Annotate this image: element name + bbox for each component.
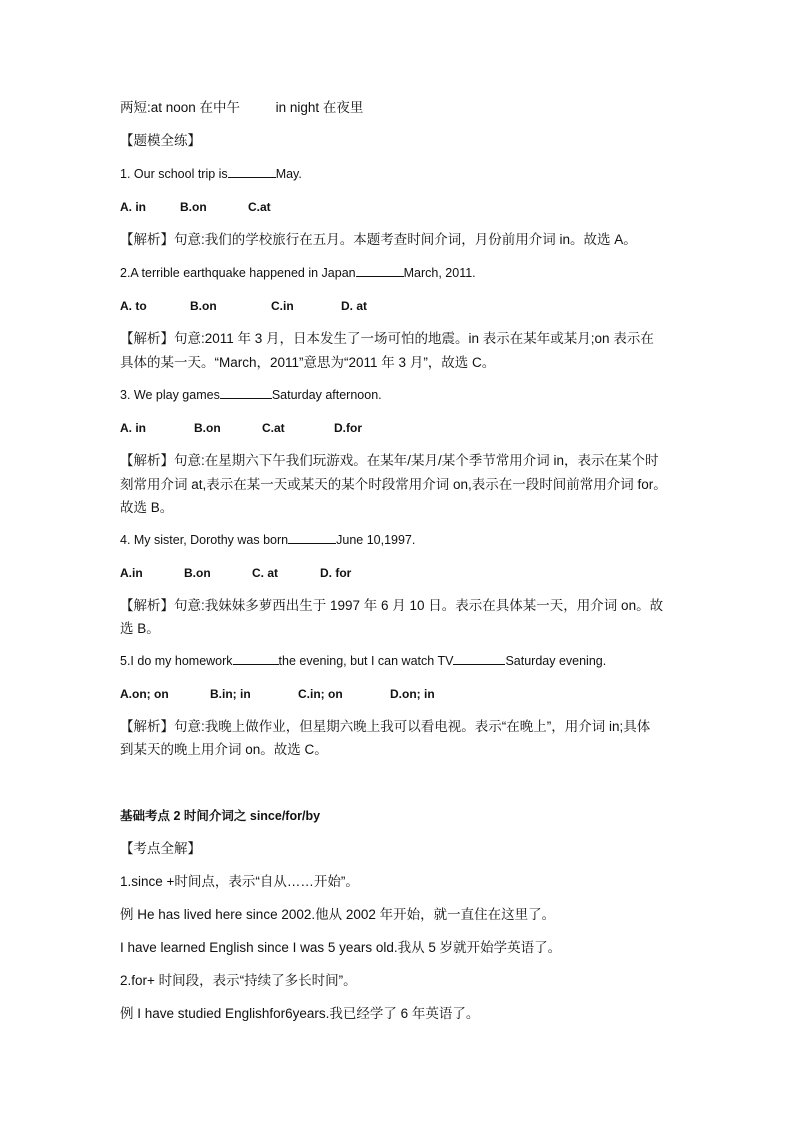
q5-stem: 5.I do my homework (120, 654, 233, 668)
q3-analysis-line-3: 故选 B。 (120, 500, 174, 515)
q4-analysis-line-2: 选 B。 (120, 621, 160, 636)
q4-option-d: D. for (320, 566, 352, 580)
q4-option-b: B.on (184, 566, 211, 580)
q5-option-c: C.in; on (298, 687, 343, 701)
q4-stem-end: June 10,1997. (336, 533, 416, 547)
q1-analysis: 【解析】句意:我们的学校旅行在五月。本题考查时间介词，月份前用介词 in。故选 A。 (120, 232, 637, 247)
q3-analysis-line-1: 【解析】句意:在星期六下午我们玩游戏。在某年/某月/某个季节常用介词 in，表示在某个时 (120, 453, 659, 468)
question-1 (120, 166, 302, 182)
question-3 (120, 387, 382, 403)
q2-analysis-line-2: 具体的某一天。“March，2011”意思为“2011 年 3 月”，故选 C。 (120, 355, 496, 370)
q2-analysis-line-1: 【解析】句意:2011 年 3 月，日本发生了一场可怕的地震。in 表示在某年或某月;on 表示在 (120, 331, 654, 346)
q1-option-a: A. in (120, 200, 146, 214)
q2-option-b: B.on (190, 299, 217, 313)
since-rule: 1.since +时间点，表示“自从……开始”。 (120, 874, 359, 889)
q5-analysis-line-2: 到某天的晚上用介词 on。故选 C。 (120, 742, 328, 757)
section-2-heading: 【考点全解】 (120, 841, 201, 856)
since-example-2: I have learned English since I was 5 years old.我从 5 岁就开始学英语了。 (120, 940, 562, 955)
q3-stem-end: Saturday afternoon. (271, 388, 382, 402)
question-4 (120, 532, 415, 548)
section-2-title: 基础考点 2 时间介词之 since/for/by (120, 809, 321, 823)
for-rule: 2.for+ 时间段，表示“持续了多长时间”。 (120, 973, 357, 988)
q5-blank-1 (233, 653, 279, 665)
question-2 (120, 265, 476, 281)
q1-stem: 1. Our school trip is (120, 167, 228, 181)
q3-option-d: D.for (334, 421, 362, 435)
q3-option-c: C.at (262, 421, 285, 435)
q1-option-b: B.on (180, 200, 207, 214)
intro-at-noon: 两短:at noon 在中午 (120, 100, 241, 115)
q3-stem: 3. We play games (120, 388, 220, 402)
q4-option-a: A.in (120, 566, 143, 580)
q5-stem-middle: the evening, but I can watch TV (278, 654, 454, 668)
q3-blank (220, 387, 272, 399)
q4-stem: 4. My sister, Dorothy was born (120, 533, 289, 547)
q5-analysis-line-1: 【解析】句意:我晚上做作业，但星期六晚上我可以看电视。表示“在晚上”，用介词 in;具体 (120, 719, 651, 734)
q4-analysis-line-1: 【解析】句意:我妹妹多萝西出生于 1997 年 6 月 10 日。表示在具体某一天，用介词 on。故 (120, 598, 664, 613)
q5-option-a: A.on; on (120, 687, 169, 701)
q3-analysis-line-2: 刻常用介词 at,表示在某一天或某天的某个时段常用介词 on,表示在一段时间前常用介词 for。 (120, 477, 667, 492)
q5-option-d: D.on; in (390, 687, 435, 701)
q3-option-b: B.on (194, 421, 221, 435)
intro-line (120, 100, 363, 116)
q4-blank (288, 532, 336, 544)
q2-stem-end: March, 2011. (403, 266, 476, 280)
intro-in-night: in night 在夜里 (275, 100, 364, 115)
q2-option-d: D. at (341, 299, 368, 313)
q1-blank (228, 166, 276, 178)
q2-option-a: A. to (120, 299, 147, 313)
q5-option-b: B.in; in (210, 687, 251, 701)
q4-option-c: C. at (252, 566, 279, 580)
q1-stem-end: May. (275, 167, 302, 181)
for-example-1: 例 I have studied Englishfor6years.我已经学了 6 年英语了。 (120, 1006, 480, 1021)
since-example-1: 例 He has lived here since 2002.他从 2002 年开始，就一直住在这里了。 (120, 907, 556, 922)
practice-heading: 【题模全练】 (120, 133, 201, 148)
q3-option-a: A. in (120, 421, 146, 435)
question-5 (120, 653, 606, 669)
q2-option-c: C.in (271, 299, 294, 313)
q2-stem: 2.A terrible earthquake happened in Japan (120, 266, 356, 280)
q5-stem-end: Saturday evening. (505, 654, 607, 668)
q1-option-c: C.at (248, 200, 271, 214)
q2-blank (356, 265, 404, 277)
q5-blank-2 (453, 653, 505, 665)
